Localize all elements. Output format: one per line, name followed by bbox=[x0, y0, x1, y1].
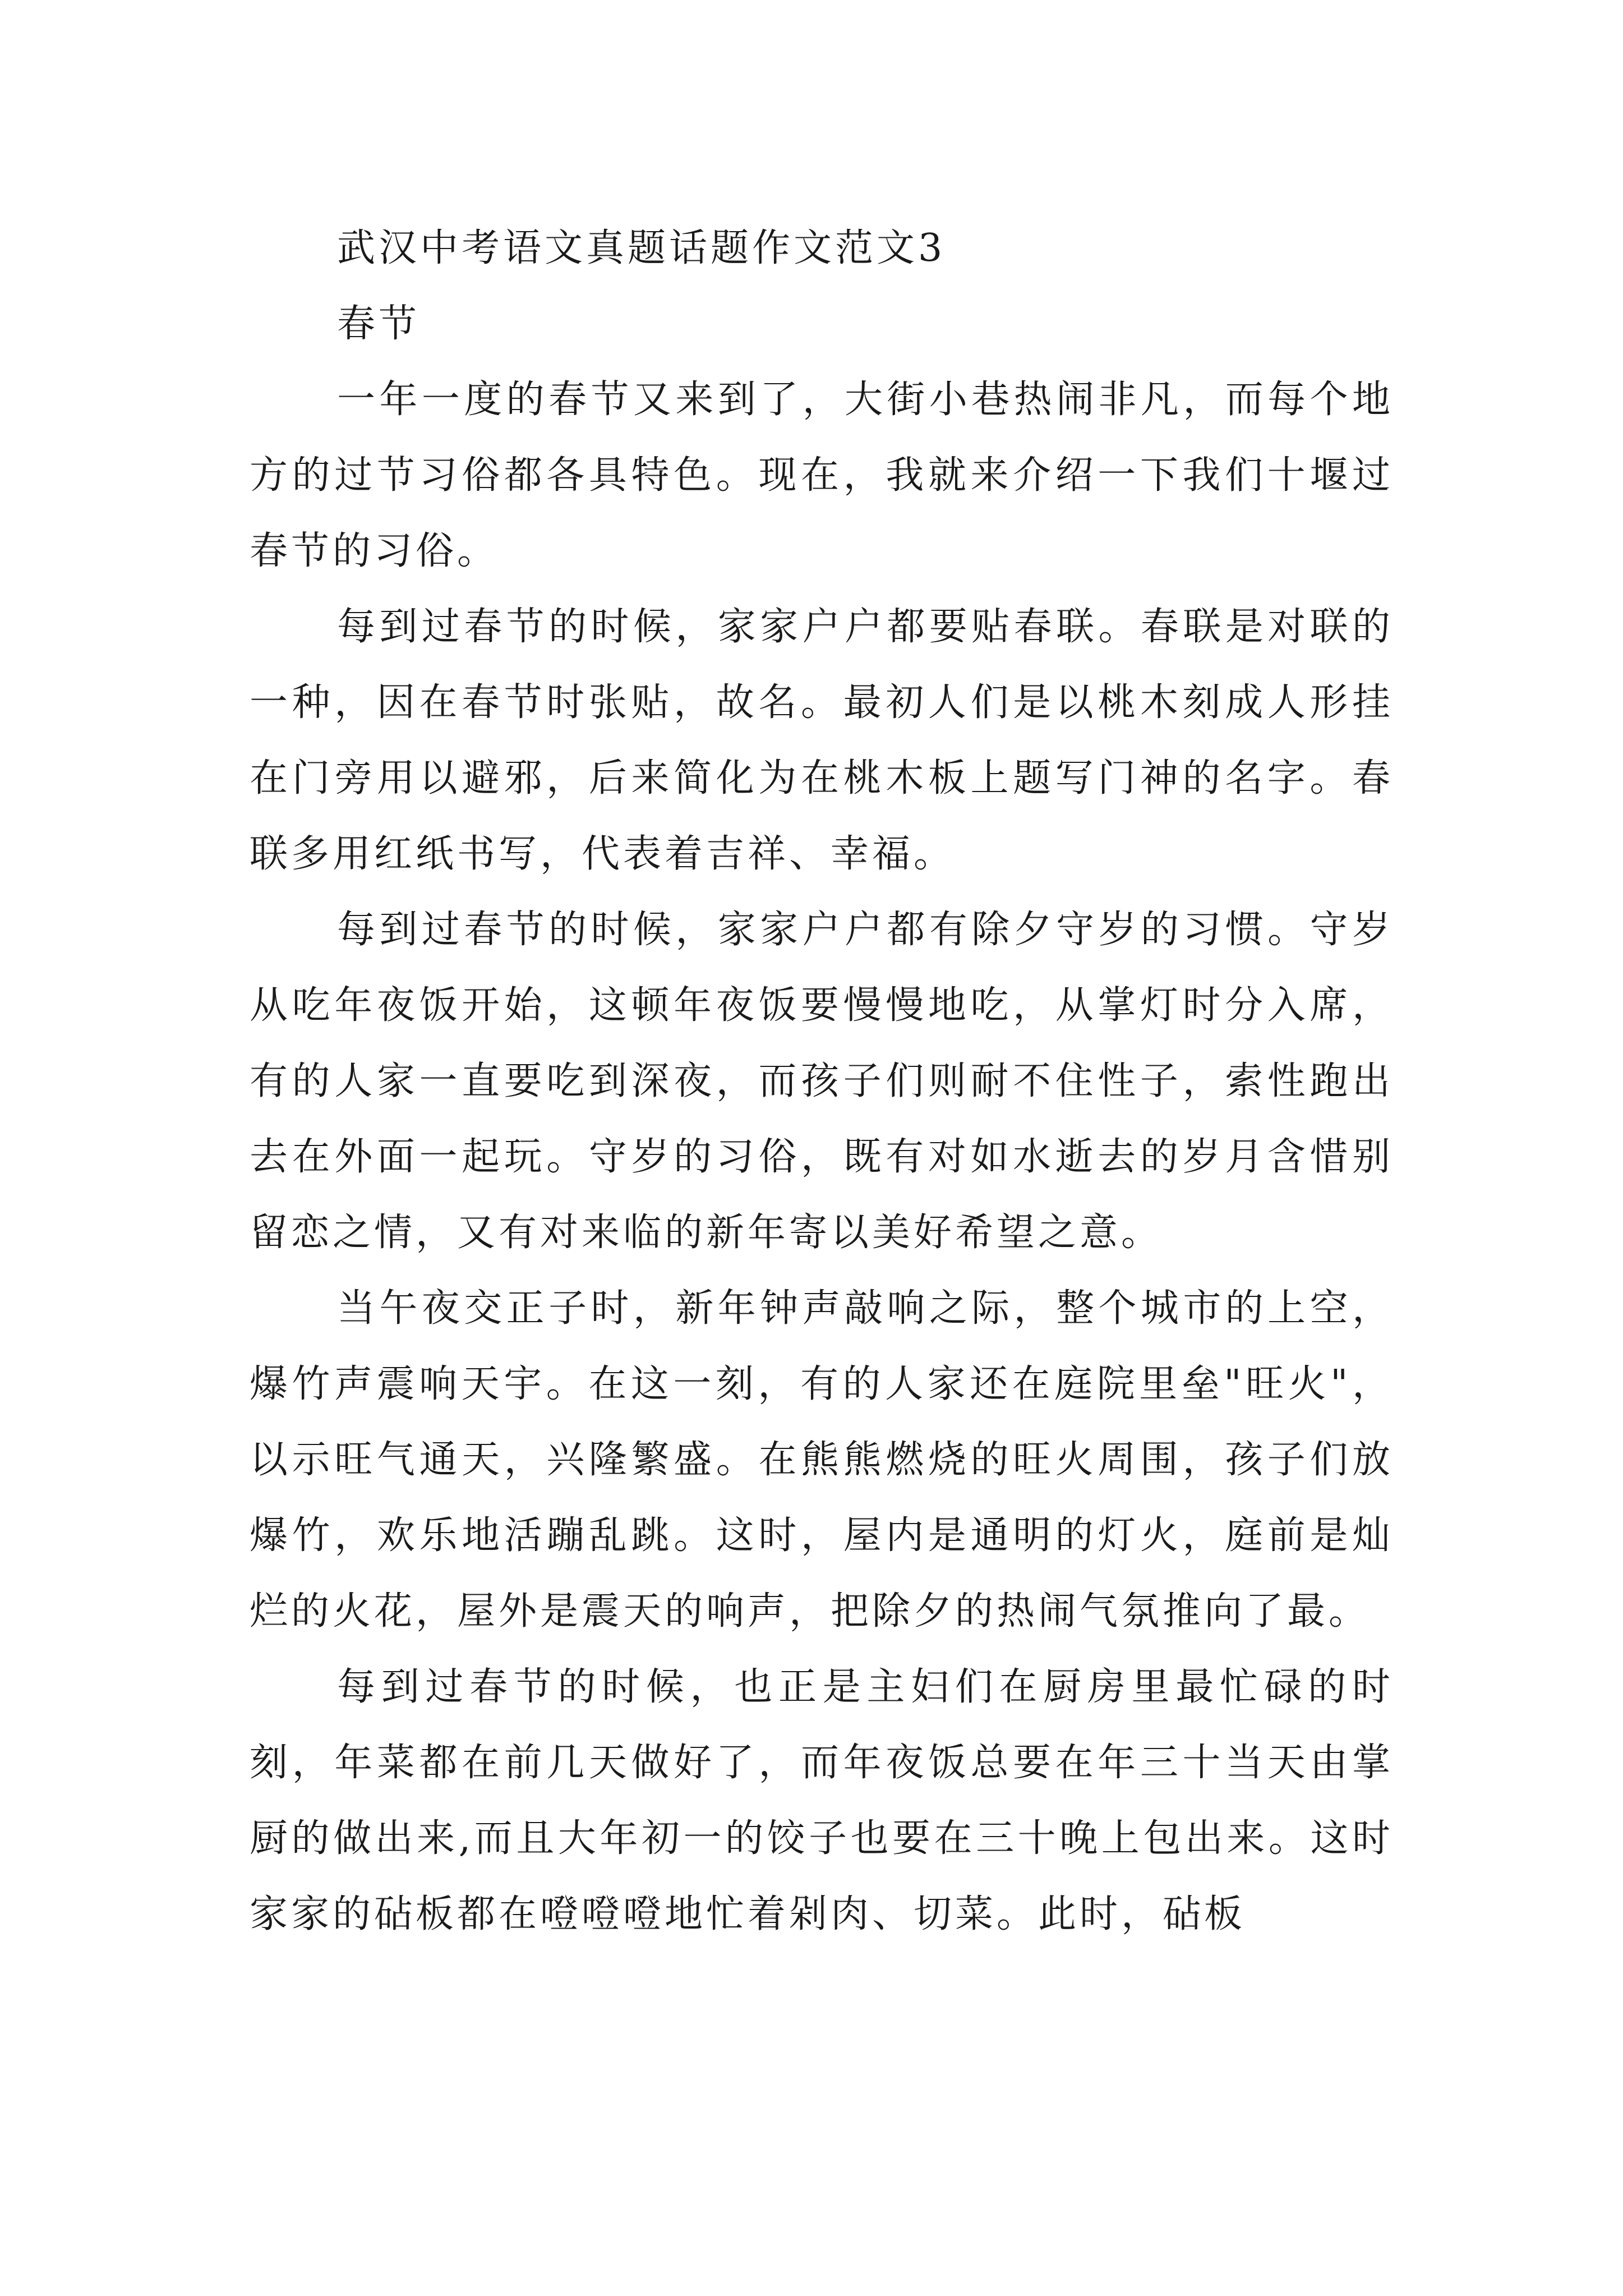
paragraph-midnight-fireworks: 当午夜交正子时，新年钟声敲响之际，整个城市的上空，爆竹声震响天宇。在这一刻，有的人家还在庭院里垒"旺火"，以示旺气通天，兴隆繁盛。在熊熊燃烧的旺火周围，孩子们放爆竹，欢乐地活蹦乱跳。这时，屋内是通明的灯火，庭前是灿烂的火花，屋外是震天的响声，把除夕的热闹气氛推向了最。 bbox=[250, 1286, 1394, 1634]
paragraph-intro: 一年一度的春节又来到了，大街小巷热闹非凡，而每个地方的过节习俗都各具特色。现在，我就来介绍一下我们十堰过春节的习俗。 bbox=[250, 378, 1394, 573]
paragraph-new-years-eve: 每到过春节的时候，家家户户都有除夕守岁的习惯。守岁从吃年夜饭开始，这顿年夜饭要慢慢地吃，从掌灯时分入席，有的人家一直要吃到深夜，而孩子们则耐不住性子，索性跑出去在外面一起玩。守岁的习俗，既有对如水逝去的岁月含惜别留恋之情，又有对来临的新年寄以美好希望之意。 bbox=[250, 908, 1394, 1255]
document-body bbox=[250, 210, 1394, 1952]
document-title: 武汉中考语文真题话题作文范文3 bbox=[337, 226, 946, 270]
paragraph-kitchen: 每到过春节的时候，也正是主妇们在厨房里最忙碌的时刻，年菜都在前几天做好了，而年夜饭总要在年三十当天由掌厨的做出来,而且大年初一的饺子也要在三十晚上包出来。这时家家的砧板都在噔噔噔地忙着剁肉、切菜。此时，砧板 bbox=[250, 1665, 1394, 1936]
document-subtitle: 春节 bbox=[337, 302, 421, 346]
paragraph-spring-couplets: 每到过春节的时候，家家户户都要贴春联。春联是对联的一种，因在春节时张贴，故名。最初人们是以桃木刻成人形挂在门旁用以避邪，后来简化为在桃木板上题写门神的名字。春联多用红纸书写，代表着吉祥、幸福。 bbox=[250, 605, 1394, 876]
